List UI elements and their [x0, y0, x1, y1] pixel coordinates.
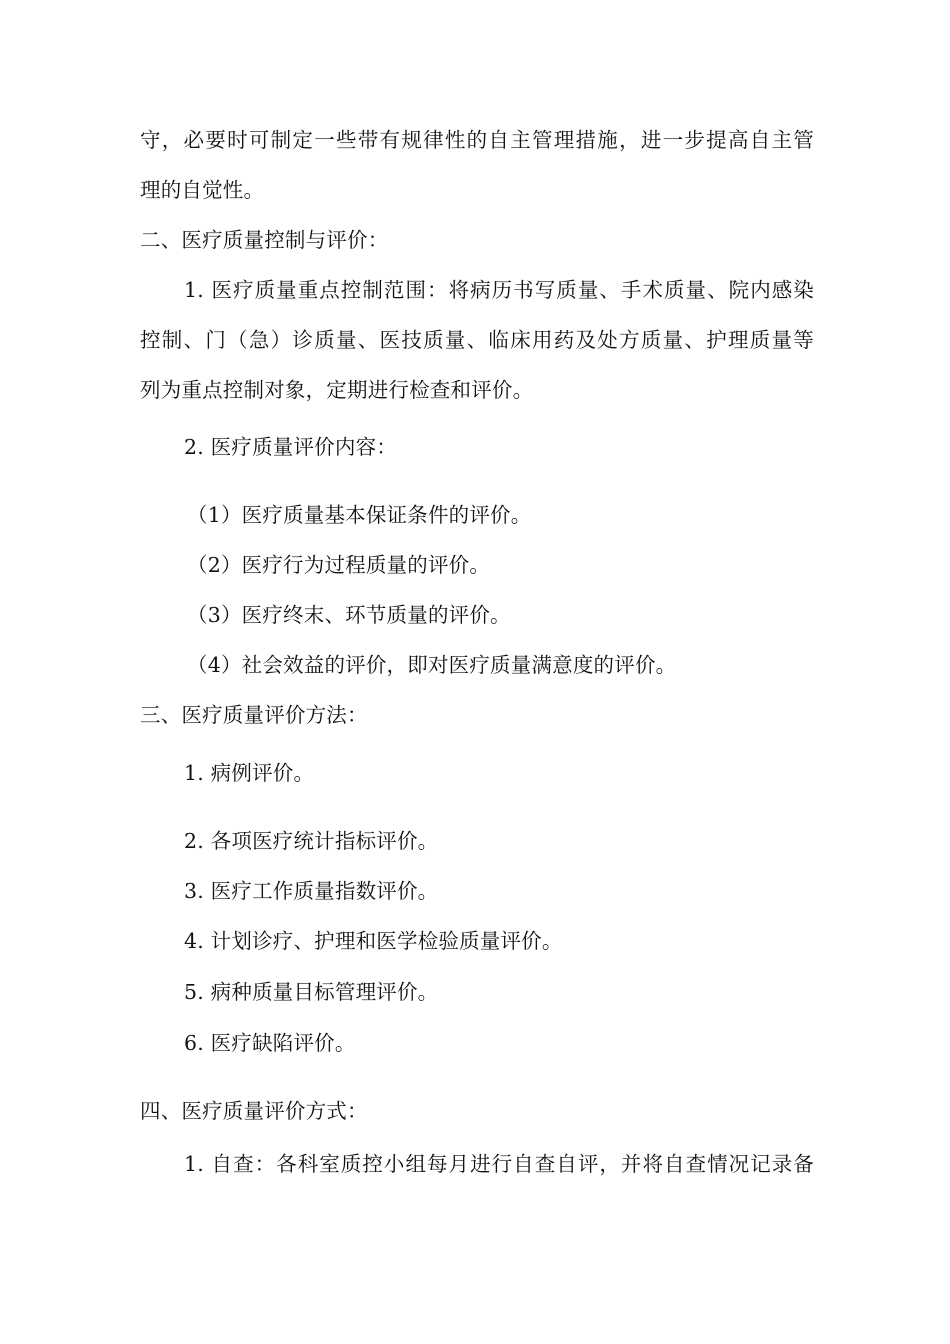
section-heading: 二、医疗质量控制与评价：	[140, 228, 389, 252]
sub-list-item: （2）医疗行为过程质量的评价。	[187, 553, 491, 577]
list-item: 1. 自查：各科室质控小组每月进行自查自评，并将自查情况记录备	[184, 1152, 814, 1176]
sub-list-item: （1）医疗质量基本保证条件的评价。	[187, 503, 532, 527]
sub-list-item: （4）社会效益的评价，即对医疗质量满意度的评价。	[187, 653, 677, 677]
sub-list-item: （3）医疗终末、环节质量的评价。	[187, 603, 511, 627]
list-item: 4. 计划诊疗、护理和医学检验质量评价。	[184, 929, 563, 953]
list-item: 2. 医疗质量评价内容：	[184, 435, 397, 459]
list-item: 1. 病例评价。	[184, 761, 315, 785]
paragraph-line: 控制、门（急）诊质量、医技质量、临床用药及处方质量、护理质量等	[140, 328, 814, 352]
list-item: 2. 各项医疗统计指标评价。	[184, 829, 439, 853]
list-item: 3. 医疗工作质量指数评价。	[184, 879, 439, 903]
paragraph-line: 列为重点控制对象，定期进行检查和评价。	[140, 378, 534, 402]
paragraph-line: 理的自觉性。	[140, 178, 265, 202]
paragraph-line: 守，必要时可制定一些带有规律性的自主管理措施，进一步提高自主管	[140, 128, 814, 152]
section-heading: 三、医疗质量评价方法：	[140, 703, 368, 727]
list-item: 6. 医疗缺陷评价。	[184, 1031, 356, 1055]
section-heading: 四、医疗质量评价方式：	[140, 1099, 368, 1123]
list-item: 5. 病种质量目标管理评价。	[184, 980, 439, 1004]
list-item: 1. 医疗质量重点控制范围：将病历书写质量、手术质量、院内感染	[184, 278, 814, 302]
